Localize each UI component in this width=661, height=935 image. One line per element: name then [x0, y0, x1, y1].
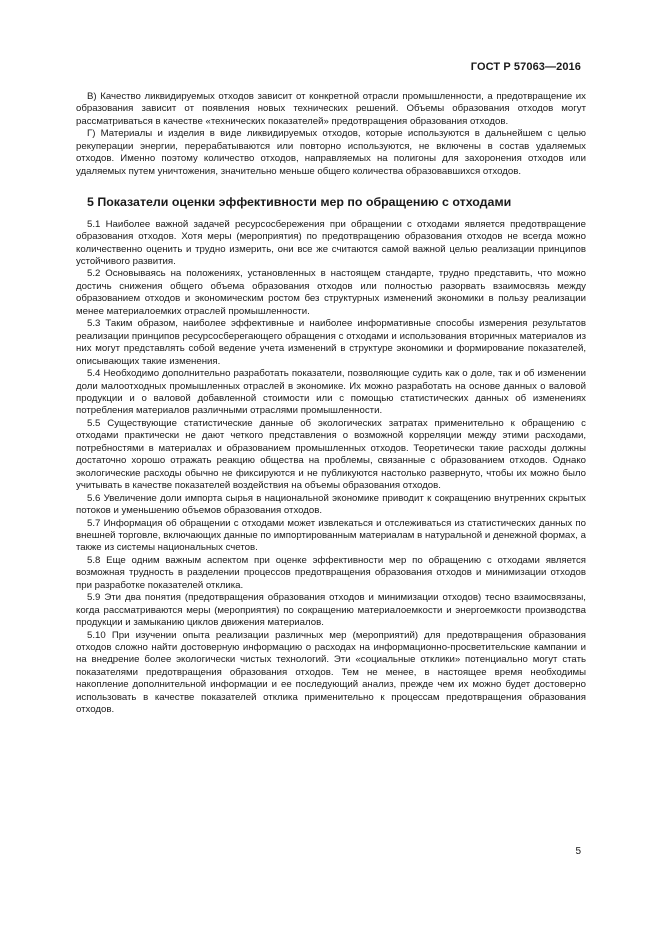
page-number: 5 — [575, 846, 581, 857]
standard-code: ГОСТ Р 57063—2016 — [470, 61, 581, 73]
paragraph-5-1: 5.1 Наиболее важной задачей ресурсосбережения при обращении с отходами является предотвращение образования отходов. Хотя меры (мероприятия) по предотвращению образования отходов не всегда можно количественно оценить и трудно измерить, они все же считаются самой важной целью реализации принципов устойчивого развития. — [76, 218, 586, 267]
paragraph-5-6: 5.6 Увеличение доли импорта сырья в национальной экономике приводит к сокращению внутренних скрытых потоков и уменьшению объемов образования отходов. — [76, 492, 586, 517]
paragraph-5-4: 5.4 Необходимо дополнительно разработать показатели, позволяющие судить как о доле, так и об изменении доли малоотходных промышленных отраслей в экономике. Их можно разработать на основе данных о валовой продукции и о валовой добавленной стоимости или с помощью статистических данных об изменениях потребления материалов различными отраслями промышленности. — [76, 368, 586, 417]
paragraph-5-5: 5.5 Существующие статистические данные об экологических затратах применительно к обращению с отходами практически не дают четкого представления о возможной корреляции между этими расходами, потребностями в материалах и образованием промышленных отходов. Теоретически такие расходы должны достаточно хорошо отражать реакцию общества на проблемы, связанные с образованием отходов. Однако экологические расходы обычно не фиксируются и не публикуются настолько развернуто, чтобы их можно было учитывать в качестве показателей воздействия на объемы образования отходов. — [76, 417, 586, 492]
paragraph-5-8: 5.8 Еще одним важным аспектом при оценке эффективности мер по обращению с отходами является возможная трудность в разделении процессов предотвращения образования отходов и минимизации отходов при разработке показателей отклика. — [76, 554, 586, 591]
paragraph-5-9: 5.9 Эти два понятия (предотвращения образования отходов и минимизации отходов) тесно взаимосвязаны, когда рассматриваются меры (мероприятия) по сокращению материалоемкости и энергоемкости производства продукции и замыканию циклов движения материалов. — [76, 592, 586, 629]
document-body — [76, 91, 586, 717]
paragraph-5-7: 5.7 Информация об обращении с отходами может извлекаться и отслеживаться из статистических данных по внешней торговле, включающих данные по импортированным материалам в натуральной и денежной формах, а также из системы национальных счетов. — [76, 517, 586, 554]
paragraph-intro-g: Г) Материалы и изделия в виде ликвидируемых отходов, которые используются в дальнейшем с целью рекуперации энергии, перерабатываются или повторно используются, не включены в состав удаляемых отходов. Именно поэтому количество отходов, направляемых на полигоны для захоронения отходов или удаляемых путем уничтожения, значительно меньше общего количества образовавшихся отходов. — [76, 128, 586, 177]
paragraph-5-2: 5.2 Основываясь на положениях, установленных в настоящем стандарте, трудно представить, что можно достичь снижения общего объема образования отходов или полностью разорвать взаимосвязь между образованием отходов и экономическим ростом без структурных изменений экономики в пользу реализации менее материалоемких отраслей промышленности. — [76, 268, 586, 317]
paragraph-5-3: 5.3 Таким образом, наиболее эффективные и наиболее информативные способы измерения результатов реализации принципов ресурсосберегающего обращения с отходами и использования вторичных материалов из них могут представлять собой ведение учета изменений в структуре экономики и формирование показателей, описывающих такие изменения. — [76, 318, 586, 367]
paragraph-intro-v: В) Качество ликвидируемых отходов зависит от конкретной отрасли промышленности, а предотвращение их образования зависит от появления новых технических решений. Объемы образования отходов могут рассматриваться в качестве «технических показателей» предотвращения образования отходов. — [76, 91, 586, 127]
section-heading: 5 Показатели оценки эффективности мер по обращению с отходами — [87, 195, 512, 210]
paragraph-5-10: 5.10 При изучении опыта реализации различных мер (мероприятий) для предотвращения образования отходов сложно найти достоверную информацию о расходах на информационно-просветительские кампании и на внедрение более экологически чистых технологий. Эти «социальные отклики» потенциально могут стать показателями предотвращения образования отходов. Тем не менее, в настоящее время необходимы накопление дополнительной информации и ее последующий анализ, прежде чем их можно будет достоверно использовать в качестве показателей отклика применительно к процессам предотвращения образования отходов. — [76, 629, 586, 716]
